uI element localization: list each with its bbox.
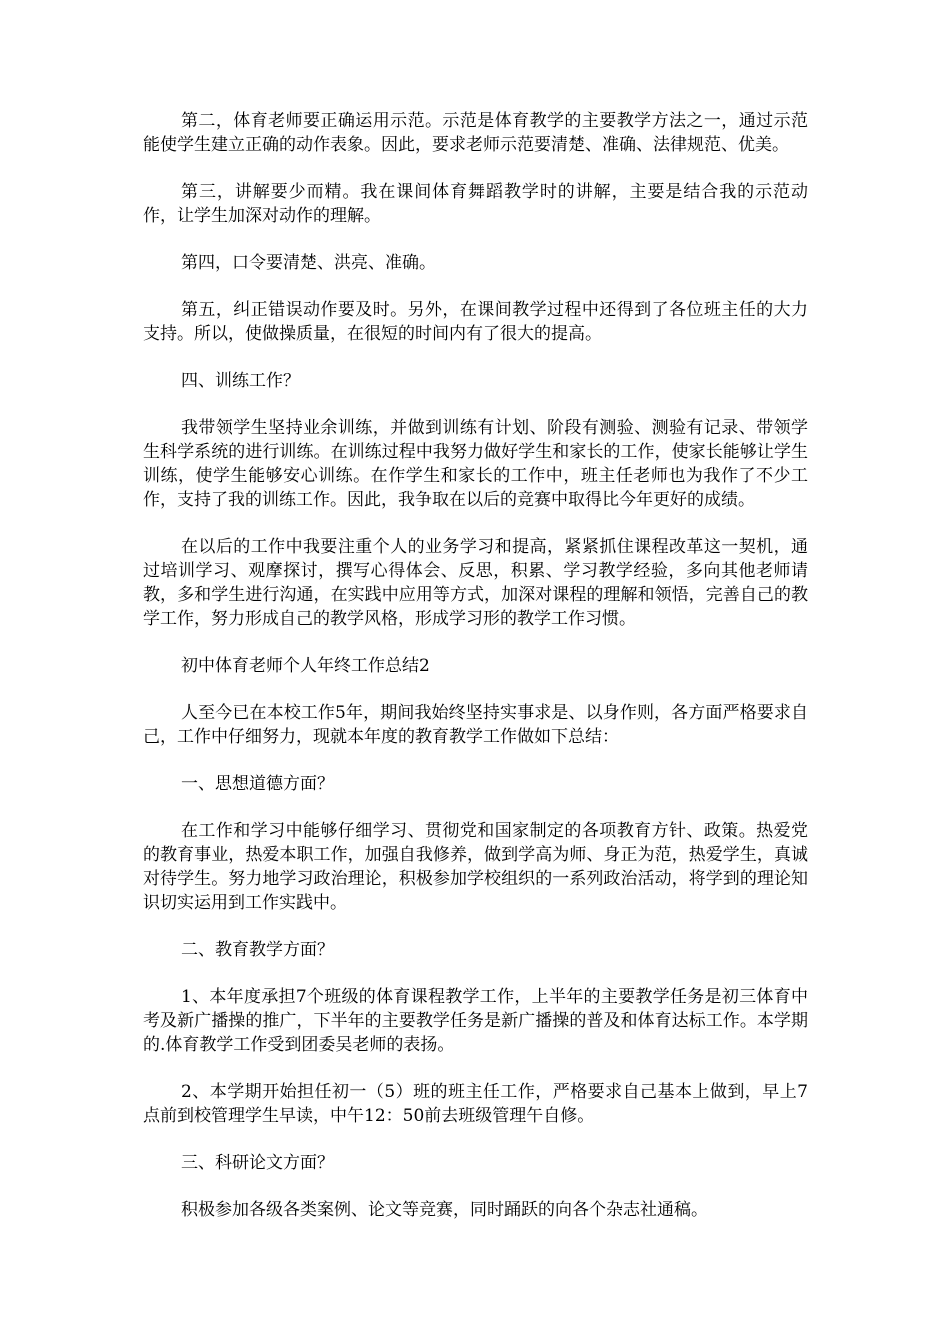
paragraph-research: 积极参加各级各类案例、论文等竞赛，同时踊跃的向各个杂志社通稿。 <box>181 1200 708 1220</box>
paragraph-explanation: 第三，讲解要少而精。我在课间体育舞蹈教学时的讲解，主要是结合我的示范动作，让学生加深对动作的理解。 <box>143 182 808 226</box>
section-heading-research: 三、科研论文方面？ <box>181 1153 334 1173</box>
paragraph-future-work: 在以后的工作中我要注重个人的业务学习和提高，紧紧抓住课程改革这一契机，通过培训学习、观摩探讨，撰写心得体会、反思，积累、学习教学经验，多向其他老师请教，多和学生进行沟通，在实践中应用等方式，加深对课程的理解和领悟，完善自己的教学工作，努力形成自己的教学风格，形成学习形的教学工作习惯。 <box>143 537 808 629</box>
paragraph-teaching-1: 1、本年度承担7个班级的体育课程教学工作，上半年的主要教学任务是初三体育中考及新广播操的推广，下半年的主要教学任务是新广播操的普及和体育达标工作。本学期的.体育教学工作受到团委吴老师的表扬。 <box>143 987 808 1055</box>
document-title-summary-2: 初中体育老师个人年终工作总结2 <box>181 656 430 676</box>
section-heading-teaching: 二、教育教学方面？ <box>181 940 334 960</box>
section-heading-training: 四、训练工作？ <box>181 371 300 391</box>
paragraph-ideology: 在工作和学习中能够仔细学习、贯彻党和国家制定的各项教育方针、政策。热爱党的教育事业，热爱本职工作，加强自我修养，做到学高为师、身正为范，热爱学生，真诚对待学生。努力地学习政治理论，积极参加学校组织的一系列政治活动，将学到的理论知识切实运用到工作实践中。 <box>143 821 808 913</box>
paragraph-commands: 第四，口令要清楚、洪亮、准确。 <box>181 253 436 273</box>
section-heading-ideology: 一、思想道德方面？ <box>181 774 334 794</box>
paragraph-training: 我带领学生坚持业余训练，并做到训练有计划、阶段有测验、测验有记录、带领学生科学系统的进行训练。在训练过程中我努力做好学生和家长的工作，使家长能够让学生训练，使学生能够安心训练。在作学生和家长的工作中，班主任老师也为我作了不少工作，支持了我的训练工作。因此，我争取在以后的竞赛中取得比今年更好的成绩。 <box>143 418 808 510</box>
document-page <box>143 109 808 1245</box>
paragraph-corrections: 第五，纠正错误动作要及时。另外，在课间教学过程中还得到了各位班主任的大力支持。所以，使做操质量，在很短的时间内有了很大的提高。 <box>143 300 808 344</box>
paragraph-teaching-2: 2、本学期开始担任初一（5）班的班主任工作，严格要求自己基本上做到，早上7点前到校管理学生早读，中午12：50前去班级管理午自修。 <box>143 1082 808 1126</box>
paragraph-intro: 人至今已在本校工作5年，期间我始终坚持实事求是、以身作则，各方面严格要求自己，工作中仔细努力，现就本年度的教育教学工作做如下总结： <box>143 703 808 747</box>
paragraph-demonstration: 第二，体育老师要正确运用示范。示范是体育教学的主要教学方法之一，通过示范能使学生建立正确的动作表象。因此，要求老师示范要清楚、准确、法律规范、优美。 <box>143 111 808 155</box>
